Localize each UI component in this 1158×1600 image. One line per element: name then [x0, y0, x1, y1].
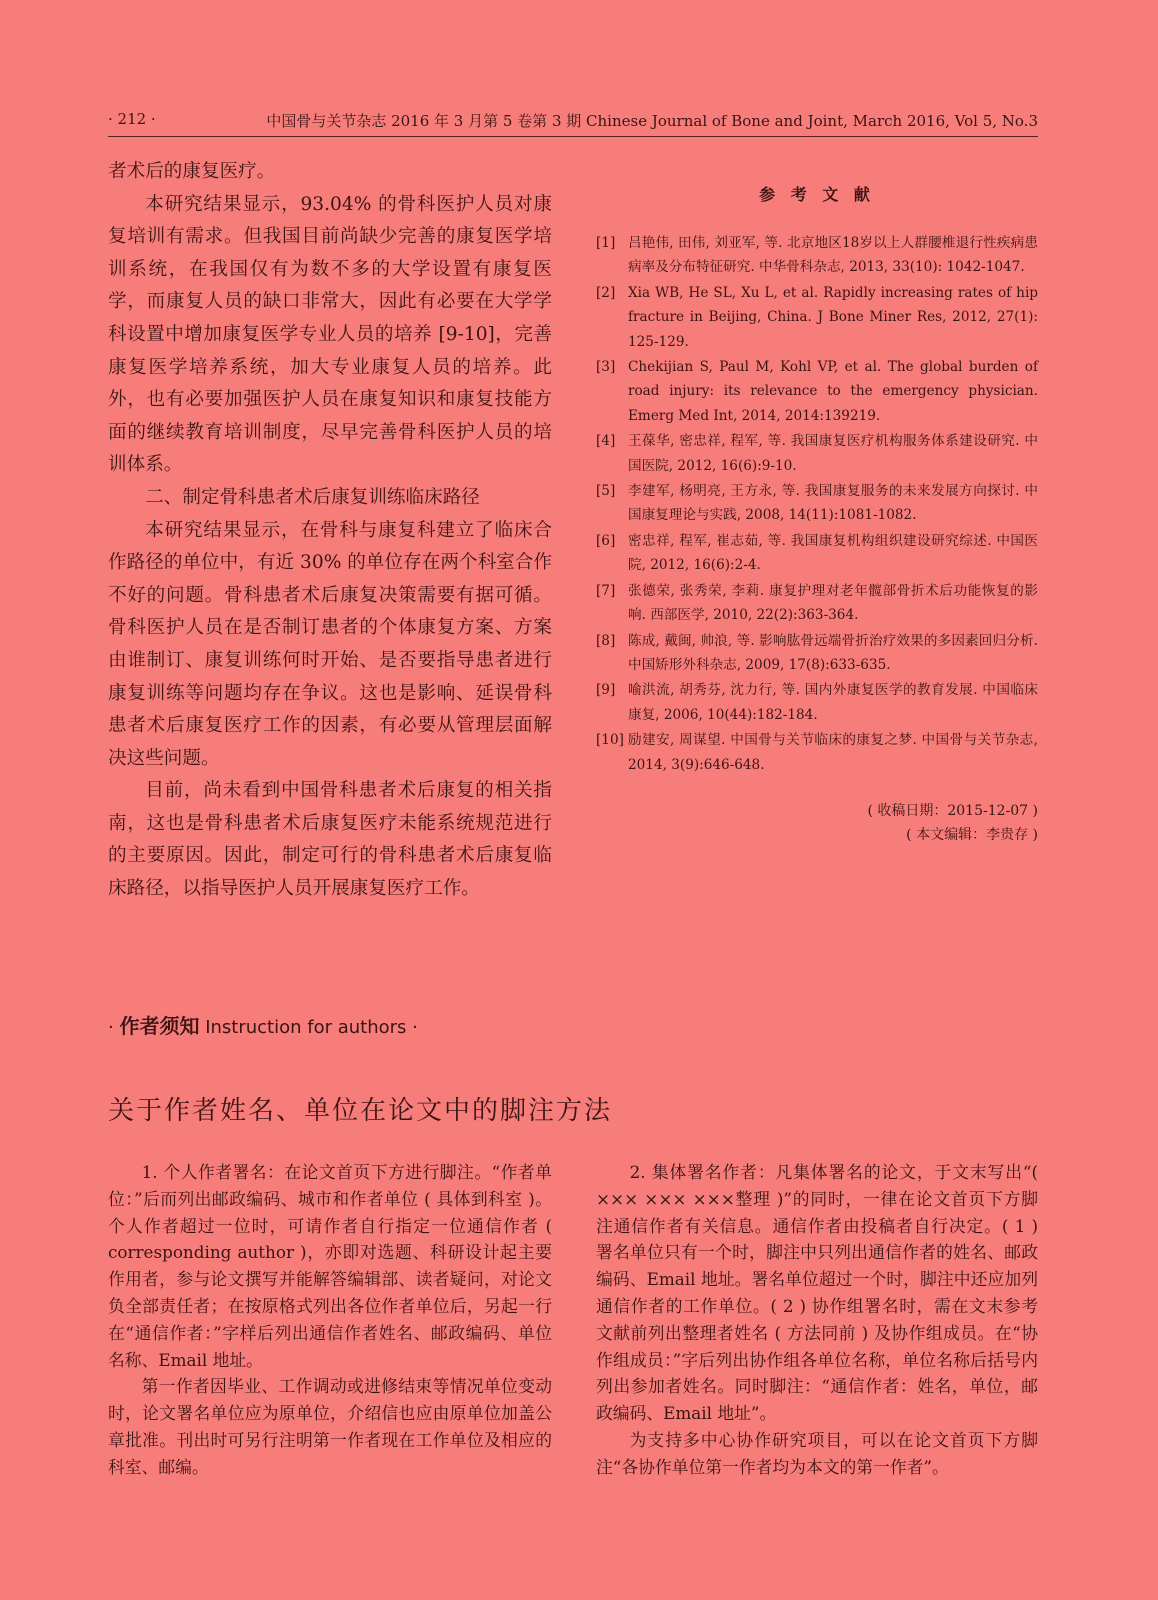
- reference-text: 张德荣, 张秀荣, 李莉. 康复护理对老年髋部骨折术后功能恢复的影响. 西部医学, 2010, 22(2):363-364.: [628, 582, 1038, 624]
- references-title: 参 考 文 献: [759, 185, 875, 204]
- body-left-column: [108, 156, 552, 906]
- references-column: [596, 182, 1038, 847]
- section-suffix: ·: [412, 1017, 418, 1038]
- reference-item: [596, 728, 1038, 777]
- reference-item: [596, 678, 1038, 727]
- reference-text: Chekijian S, Paul M, Kohl VP, et al. The global burden of road injury: its relevance to the emergency physician. Emerg Med Int, 2014, 2014:139219.: [628, 359, 1038, 424]
- reference-text: 李建军, 杨明亮, 王方永, 等. 我国康复服务的未来发展方向探讨. 中国康复理论与实践, 2008, 14(11):1081-1082.: [628, 483, 1038, 524]
- reference-number: [2]: [596, 284, 616, 301]
- paragraph: 者术后的康复医疗。: [108, 161, 276, 182]
- article-right-column: [596, 1159, 1038, 1481]
- paragraph: 1. 个人作者署名：在论文首页下方进行脚注。“作者单位：”后而列出邮政编码、城市和作者单位 ( 具体到科室 )。个人作者超过一位时，可请作者自行指定一位通信作者 ( corresponding author )，亦即对选题、科研设计起主要作用者，参与论文撰写并能解答编辑部、读者疑问，对论文负全部责任者；在按原格式列出各位作者单位后，另起一行在“通信作者：”字样后列出通信作者姓名、邮政编码、单位名称、Email 地址。: [108, 1162, 552, 1370]
- reference-number: [7]: [596, 582, 616, 599]
- reference-item: [596, 629, 1038, 678]
- article-left-column: [108, 1159, 552, 1481]
- reference-item: [596, 479, 1038, 528]
- reference-number: [10]: [596, 732, 624, 749]
- reference-item: [596, 355, 1038, 428]
- reference-text: 喻洪流, 胡秀芬, 沈力行, 等. 国内外康复医学的教育发展. 中国临床康复, 2006, 10(44):182-184.: [628, 682, 1038, 723]
- reference-item: [596, 529, 1038, 578]
- reference-item: [596, 579, 1038, 628]
- reference-text: Xia WB, He SL, Xu L, et al. Rapidly increasing rates of hip fracture in Beijing, China. J Bone Miner Res, 2012, 27(1): 125-129.: [628, 284, 1038, 350]
- paragraph: 本研究结果显示，93.04% 的骨科医护人员对康复培训有需求。但我国目前尚缺少完善的康复医学培训系统，在我国仅有为数不多的大学设置有康复医学，而康复人员的缺口非常大，因此有必要在大学学科设置中增加康复医学专业人员的培养 [9-10]，完善康复医学培养系统，加大专业康复人员的培养。此外，也有必要加强医护人员在康复知识和康复技能方面的继续教育培训制度，尽早完善骨科医护人员的培训体系。: [108, 193, 552, 476]
- subsection-heading: 二、制定骨科患者术后康复训练临床路径: [145, 486, 480, 508]
- section-prefix: ·: [108, 1017, 114, 1038]
- paragraph: 2. 集体署名作者：凡集体署名的论文，于文末写出“( ××× ××× ×××整理 )”的同时，一律在论文首页下方脚注通信作者有关信息。通信作者由投稿者自行决定。( 1 ) 署名单位只有一个时，脚注中只列出通信作者的姓名、邮政编码、Email 地址。署名单位超过一个时，脚注中还应加列通信作者的工作单位。( 2 ) 协作组署名时，需在文末参考文献前列出整理者姓名 ( 方法同前 ) 及协作组成员。在“协作组成员：”字后列出协作组各单位名称，单位名称后括号内列出参加者姓名。同时脚注：“通信作者：姓名，单位，邮政编码、Email 地址”。: [596, 1162, 1038, 1424]
- section-label-en: Instruction for authors: [205, 1017, 407, 1038]
- reference-item: [596, 231, 1038, 280]
- paragraph: 本研究结果显示，在骨科与康复科建立了临床合作路径的单位中，有近 30% 的单位存在两个科室合作不好的问题。骨科患者术后康复决策需要有据可循。骨科医护人员在是否制订患者的个体康复方案、方案由谁制订、康复训练何时开始、是否要指导患者进行康复训练等问题均存在争议。这也是影响、延误骨科患者术后康复医疗工作的因素，有必要从管理层面解决这些问题。: [108, 519, 552, 769]
- reference-text: 吕艳伟, 田伟, 刘亚军, 等. 北京地区18岁以上人群腰椎退行性疾病患病率及分布特征研究. 中华骨科杂志, 2013, 33(10): 1042-1047.: [628, 235, 1038, 276]
- received-date: ( 收稿日期：2015-12-07 ): [867, 802, 1038, 819]
- section-label-cn: 作者须知: [119, 1014, 200, 1038]
- reference-text: 王葆华, 密忠祥, 程军, 等. 我国康复医疗机构服务体系建设研究. 中国医院, 2012, 16(6):9-10.: [628, 433, 1038, 474]
- article-title: 关于作者姓名、单位在论文中的脚注方法: [108, 1096, 613, 1126]
- reference-number: [6]: [596, 532, 616, 549]
- paragraph: 第一作者因毕业、工作调动或进修结束等情况单位变动时，论文署名单位应为原单位，介绍信也应由原单位加盖公章批准。刊出时可另行注明第一作者现在工作单位及相应的科室、邮编。: [108, 1376, 552, 1477]
- journal-info: 中国骨与关节杂志 2016 年 3 月第 5 卷第 3 期 Chinese Journal of Bone and Joint, March 2016, Vol 5, No.3: [266, 112, 1038, 130]
- editor-note: ( 本文编辑：李贵存 ): [906, 826, 1038, 843]
- reference-number: [3]: [596, 359, 616, 376]
- reference-item: [596, 281, 1038, 354]
- paragraph: 目前，尚未看到中国骨科患者术后康复的相关指南，这也是骨科患者术后康复医疗未能系统规范进行的主要原因。因此，制定可行的骨科患者术后康复临床路径，以指导医护人员开展康复医疗工作。: [108, 780, 552, 900]
- page-number: · 212 ·: [108, 110, 156, 128]
- reference-number: [9]: [596, 682, 616, 699]
- reference-item: [596, 429, 1038, 478]
- reference-text: 陈成, 戴闽, 帅浪, 等. 影响肱骨远端骨折治疗效果的多因素回归分析. 中国矫形外科杂志, 2009, 17(8):633-635.: [628, 632, 1038, 673]
- running-header: [108, 106, 1038, 137]
- reference-text: 密忠祥, 程军, 崔志茹, 等. 我国康复机构组织建设研究综述. 中国医院, 2012, 16(6):2-4.: [628, 532, 1038, 574]
- reference-text: 励建安, 周谋望. 中国骨与关节临床的康复之梦. 中国骨与关节杂志, 2014, 3(9):646-648.: [628, 732, 1038, 773]
- reference-number: [5]: [596, 483, 616, 500]
- reference-number: [1]: [596, 235, 616, 251]
- section-label: [108, 1010, 418, 1039]
- reference-number: [4]: [596, 433, 616, 450]
- paragraph: 为支持多中心协作研究项目，可以在论文首页下方脚注“各协作单位第一作者均为本文的第一作者”。: [596, 1429, 1038, 1477]
- reference-list: [596, 231, 1038, 777]
- reference-number: [8]: [596, 632, 616, 649]
